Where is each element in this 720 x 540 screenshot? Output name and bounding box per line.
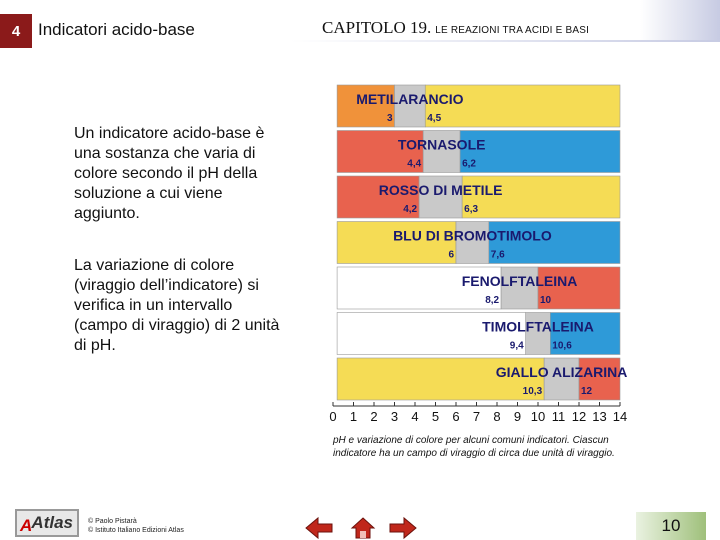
ph-tick-label: 3 [390, 409, 399, 424]
ph-tick-label: 11 [551, 409, 566, 424]
ph-tick-label: 9 [513, 409, 522, 424]
credit-author: © Paolo Pistarà [88, 518, 137, 525]
range-high-label: 4,5 [427, 113, 442, 124]
chapter-subtitle: LE REAZIONI TRA ACIDI E BASI [435, 25, 590, 36]
ph-tick-label: 13 [592, 409, 607, 424]
ph-tick-label: 2 [370, 409, 378, 424]
chapter-label: CAPITOLO 19. [322, 18, 432, 37]
ph-tick-label: 7 [472, 409, 481, 424]
range-low-label: 4,2 [403, 204, 418, 215]
ph-tick-label: 8 [493, 409, 501, 424]
ph-tick-label: 0 [329, 409, 337, 424]
chapter-heading [322, 18, 589, 38]
indicator-row [337, 131, 620, 173]
logo-mark: A [20, 516, 33, 535]
indicator-name: BLU DI BROMOTIMOLO [393, 227, 552, 244]
home-icon[interactable] [350, 516, 376, 540]
header-decoration [640, 0, 720, 40]
section-title: Indicatori acido-base [38, 20, 195, 39]
body-paragraph-2: La variazione di colore (viraggio dell’indicatore) si verifica in un intervallo (campo di viraggio) di 2 unità di pH. [74, 257, 280, 354]
ph-tick-label: 14 [612, 409, 628, 424]
range-high-label: 12 [581, 386, 593, 397]
ph-tick-label: 10 [530, 409, 546, 424]
atlas-logo [15, 509, 79, 537]
range-high-label: 6,2 [462, 158, 477, 170]
range-low-label: 3 [386, 113, 393, 124]
ph-tick-label: 4 [411, 409, 419, 424]
chapter-number-badge: 4 [0, 14, 32, 48]
logo-text: Atlas [31, 513, 73, 532]
range-high-label: 10,6 [552, 340, 572, 352]
ph-tick-label: 12 [571, 409, 587, 424]
credits [88, 517, 184, 535]
ph-tick-label: 1 [349, 409, 358, 424]
page-number: 10 [636, 512, 706, 540]
range-low-label: 8,2 [485, 295, 500, 306]
indicator-name: TIMOLFTALEINA [482, 318, 594, 335]
credit-publisher: © Istituto Italiano Edizioni Atlas [88, 527, 184, 534]
chart-caption: pH e variazione di colore per alcuni comuni indicatori. Ciascun indicatore ha un campo di viraggio di circa due unità di viraggio. [333, 435, 615, 459]
indicator-name: FENOLFTALEINA [461, 273, 578, 289]
body-paragraph-1: Un indicatore acido-base è una sostanza che varia di colore secondo il pH della soluzione a cui viene aggiunto. [74, 125, 265, 222]
indicator-row [337, 176, 620, 218]
prev-arrow-icon[interactable] [304, 516, 334, 540]
range-low-label: 6 [448, 249, 454, 261]
indicator-row [337, 85, 620, 127]
range-high-label: 10 [540, 295, 552, 306]
range-low-label: 4,4 [407, 158, 422, 170]
ph-tick-label: 6 [452, 409, 460, 424]
indicator-row [337, 313, 620, 355]
indicator-name: GIALLO ALIZARINA [495, 364, 628, 380]
indicator-chart [325, 75, 635, 433]
indicator-row [337, 267, 620, 309]
indicator-name: TORNASOLE [397, 136, 486, 153]
indicator-name: ROSSO DI METILE [378, 182, 503, 198]
indicator-row [337, 358, 627, 400]
range-low-label: 9,4 [509, 340, 524, 352]
ph-tick-label: 5 [431, 409, 440, 424]
indicator-name: METILARANCIO [356, 91, 464, 107]
range-high-label: 6,3 [464, 204, 479, 215]
range-low-label: 10,3 [522, 386, 543, 397]
header-divider [290, 40, 720, 42]
range-high-label: 7,6 [490, 249, 505, 261]
indicator-row [337, 222, 620, 264]
next-arrow-icon[interactable] [388, 516, 418, 540]
